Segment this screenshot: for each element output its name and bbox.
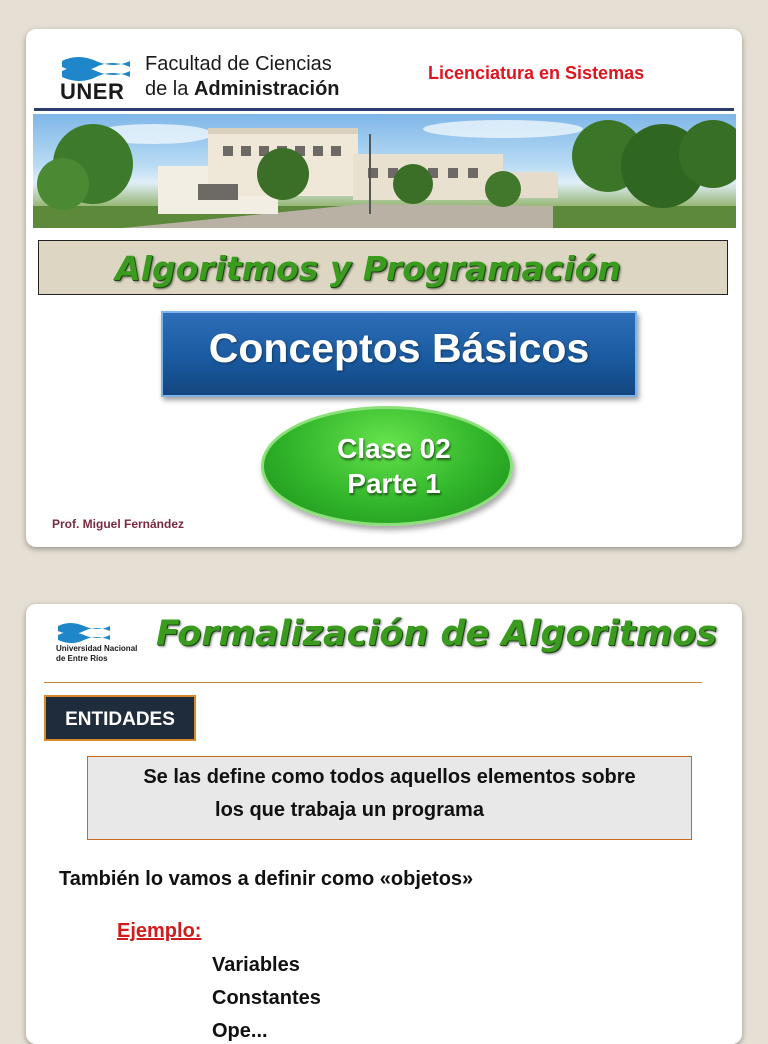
university-logo-text-line2: de Entre Ríos [56,654,108,663]
class-number: Clase 02 [337,433,451,464]
section-tag-label: ENTIDADES [65,709,175,730]
definition-box [87,756,692,840]
definition-line2: los que trabaja un programa [215,799,484,821]
faculty-name-line2-prefix: de la [145,78,194,100]
class-part: Parte 1 [347,468,441,499]
title-divider [44,682,702,683]
uner-logo-text: UNER [60,79,125,104]
university-logo-text [56,644,137,664]
objects-note: También lo vamos a definir como «objetos» [59,868,474,890]
subject-title: Algoritmos y Programación [115,249,621,288]
topic-banner [161,311,637,397]
faculty-name-line2 [145,78,340,101]
example-item: Variables [212,954,300,976]
campus-photo-illustration [33,114,736,228]
campus-photo [33,114,736,228]
example-item: Ope... [212,1020,268,1042]
example-item: Constantes [212,987,321,1009]
subject-banner [38,240,728,295]
example-label: Ejemplo: [117,920,202,942]
faculty-name-line1: Facultad de Ciencias [145,53,332,75]
definition-line1: Se las define como todos aquellos elementos sobre [143,766,636,788]
faculty-name-line2-bold: Administración [193,78,340,100]
slide-entities [26,604,742,1044]
program-name: Licenciatura en Sistemas [428,63,645,83]
header-divider [34,108,734,111]
slide-title [26,29,742,547]
section-tag [44,695,196,741]
topic-title: Conceptos Básicos [208,325,590,371]
professor-name: Prof. Miguel Fernández [52,517,185,531]
slide-title-heading: Formalización de Algoritmos [156,614,717,654]
university-logo-text-line1: Universidad Nacional [56,644,138,653]
class-badge [261,406,513,526]
